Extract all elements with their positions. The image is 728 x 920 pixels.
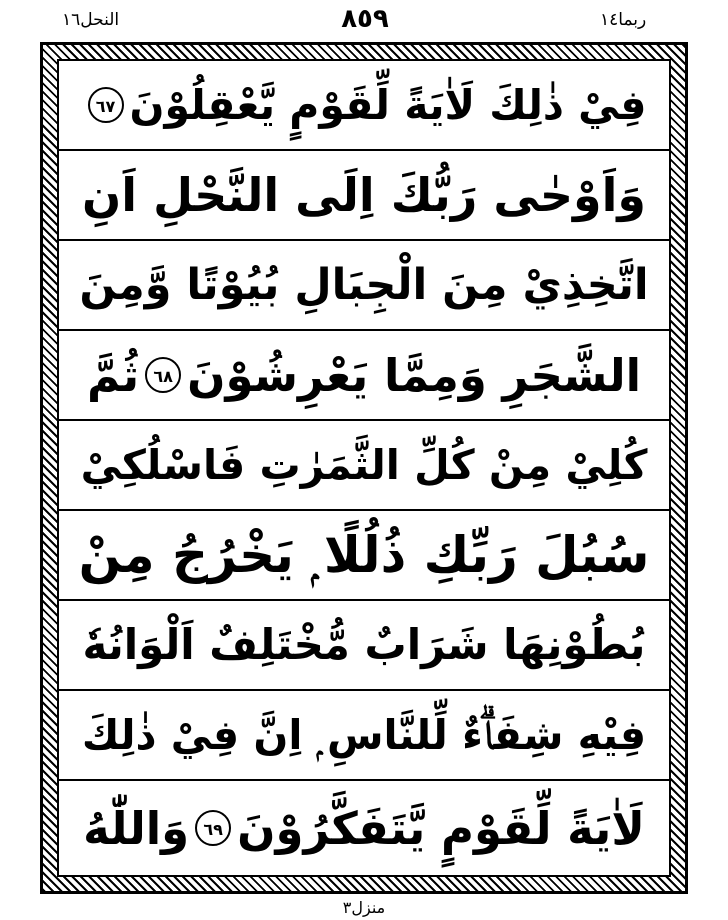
line-text: كُلِيْ مِنْ كُلِّ الثَّمَرٰتِ فَاسْلُكِيْ [80,440,648,489]
line-text-after: وَاللّٰهُ [83,801,190,855]
verse-lines [59,61,669,875]
line-text: بُطُوْنِهَا شَرَابٌ مُّخْتَلِفٌ اَلْوَانُهٗ [82,620,646,669]
verse-line-5 [59,421,669,511]
verse-line-6 [59,511,669,601]
ayah-marker: ٦٧ [88,87,124,123]
verse-line-7 [59,601,669,691]
verse-line-2 [59,151,669,241]
surah-name: النحل١٦ [62,10,120,30]
line-text: فِيْهِ شِفَاۗءٌ لِّلنَّاسِ ۭ اِنَّ فِيْ ذٰلِكَ [81,710,647,759]
verse-line-9 [59,781,669,875]
page-header [0,0,728,44]
ayah-marker: ٦٩ [195,810,231,846]
verse-line-8 [59,691,669,781]
line-text: فِيْ ذٰلِكَ لَاٰيَةً لِّقَوْمٍ يَّعْقِلُوْنَ [129,80,647,129]
manzil-label: منزل٣ [342,898,386,917]
verse-line-4 [59,331,669,421]
ayah-marker: ٦٨ [145,357,181,393]
juz-name: ربما١٤ [600,10,647,30]
line-text: سُبُلَ رَبِّكِ ذُلُلًا ۭ يَخْرُجُ مِنْ [78,526,650,584]
text-frame [57,59,671,877]
page-number: ٨٥٩ [341,4,389,34]
line-text-after: ثُمَّ [86,348,140,402]
line-text: وَاَوْحٰى رَبُّكَ اِلَى النَّحْلِ اَنِ [82,168,646,222]
line-text: الشَّجَرِ وَمِمَّا يَعْرِشُوْنَ [187,348,642,402]
verse-line-3 [59,241,669,331]
verse-line-1 [59,61,669,151]
line-text: لَاٰيَةً لِّقَوْمٍ يَّتَفَكَّرُوْنَ [237,801,645,855]
line-text: اتَّخِذِيْ مِنَ الْجِبَالِ بُيُوْتًا وَّمِنَ [79,259,649,310]
